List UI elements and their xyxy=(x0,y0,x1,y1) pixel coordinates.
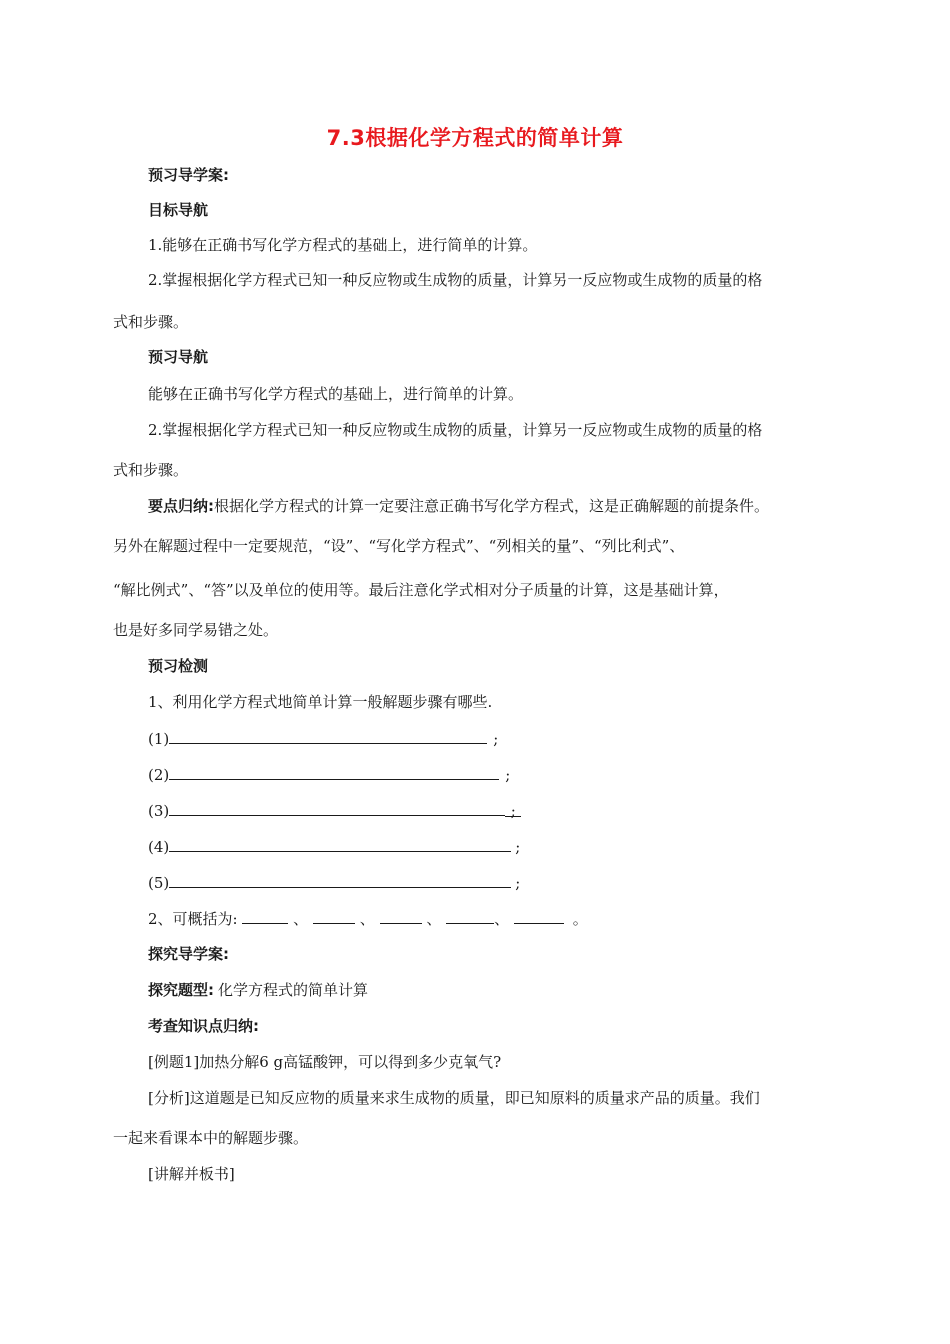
analysis: [分析]这道题是已知反应物的质量来求生成物的质量，即已知原料的质量求产品的质量。我们 xyxy=(148,1089,760,1107)
explore-topic xyxy=(148,980,368,1000)
summary-blank-1 xyxy=(242,908,288,924)
step-5 xyxy=(148,872,520,893)
knowledge-heading: 考查知识点归纳: xyxy=(148,1017,259,1035)
step-1-semicolon: ; xyxy=(493,730,499,748)
key-points-text: 根据化学方程式的计算一定要注意正确书写化学方程式，这是正确解题的前提条件。 xyxy=(214,497,770,515)
summary-blank-3 xyxy=(380,908,422,924)
explore-heading: 探究导学案: xyxy=(148,945,229,963)
step-5-semicolon: ; xyxy=(515,874,521,892)
nav-heading: 预习导航 xyxy=(148,348,209,366)
step-2-semicolon: ; xyxy=(505,766,511,784)
summary-blank-2 xyxy=(313,908,355,924)
nav-item-1: 能够在正确书写化学方程式的基础上，进行简单的计算。 xyxy=(148,385,524,403)
step-1-label: (1) xyxy=(148,730,170,748)
goal-item-2: 2.掌握根据化学方程式已知一种反应物或生成物的质量，计算另一反应物或生成物的质量的格 xyxy=(148,271,763,289)
goal-heading: 目标导航 xyxy=(148,201,209,219)
step-3-label: (3) xyxy=(148,802,170,820)
key-points xyxy=(148,496,769,516)
step-2-label: (2) xyxy=(148,766,170,784)
step-3 xyxy=(148,800,521,821)
key-points-label: 要点归纳: xyxy=(148,497,214,515)
step-3-blank xyxy=(169,800,505,816)
key-points-line-4: 也是好多同学易错之处。 xyxy=(113,621,279,639)
step-2 xyxy=(148,764,510,785)
step-1 xyxy=(148,728,498,749)
nav-item-2-cont: 式和步骤。 xyxy=(113,461,189,479)
key-points-line-2: 另外在解题过程中一定要规范，“设”、“写化学方程式”、“列相关的量”、“列比利式”、 xyxy=(113,537,685,555)
summary-sep-3: 、 xyxy=(426,910,442,928)
check-heading: 预习检测 xyxy=(148,657,209,675)
preview-heading: 预习导学案: xyxy=(148,166,229,184)
step-5-label: (5) xyxy=(148,874,170,892)
page-title: 7.3根据化学方程式的简单计算 xyxy=(326,126,624,150)
question-2-label: 2、可概括为: xyxy=(148,910,238,928)
analysis-cont: 一起来看课本中的解题步骤。 xyxy=(113,1129,309,1147)
example-1: [例题1]加热分解6 g高锰酸钾，可以得到多少克氧气? xyxy=(148,1053,502,1071)
step-3-semicolon: ; xyxy=(505,801,521,817)
topic-label: 探究题型: xyxy=(148,981,214,999)
summary-sep-4: 、 xyxy=(494,910,510,928)
key-points-line-3: “解比例式”、“答”以及单位的使用等。最后注意化学式相对分子质量的计算，这是基础计算， xyxy=(113,581,729,599)
topic-value: 化学方程式的简单计算 xyxy=(218,981,369,999)
step-2-blank xyxy=(169,764,499,780)
question-1: 1、利用化学方程式地简单计算一般解题步骤有哪些. xyxy=(148,693,493,711)
nav-item-2: 2.掌握根据化学方程式已知一种反应物或生成物的质量，计算另一反应物或生成物的质量的格 xyxy=(148,421,763,439)
explain-note: [讲解并板书] xyxy=(148,1165,235,1183)
summary-blank-5 xyxy=(514,908,564,924)
summary-end: 。 xyxy=(572,910,588,928)
summary-sep-2: 、 xyxy=(359,910,375,928)
step-4-label: (4) xyxy=(148,838,170,856)
step-4-semicolon: ; xyxy=(515,838,521,856)
summary-blank-4 xyxy=(446,908,494,924)
step-4-blank xyxy=(169,836,511,852)
question-2 xyxy=(148,908,588,929)
step-1-blank xyxy=(169,728,487,744)
step-5-blank xyxy=(169,872,511,888)
summary-sep-1: 、 xyxy=(293,910,309,928)
step-4 xyxy=(148,836,520,857)
goal-item-1: 1.能够在正确书写化学方程式的基础上，进行简单的计算。 xyxy=(148,236,538,254)
goal-item-2-cont: 式和步骤。 xyxy=(113,313,189,331)
